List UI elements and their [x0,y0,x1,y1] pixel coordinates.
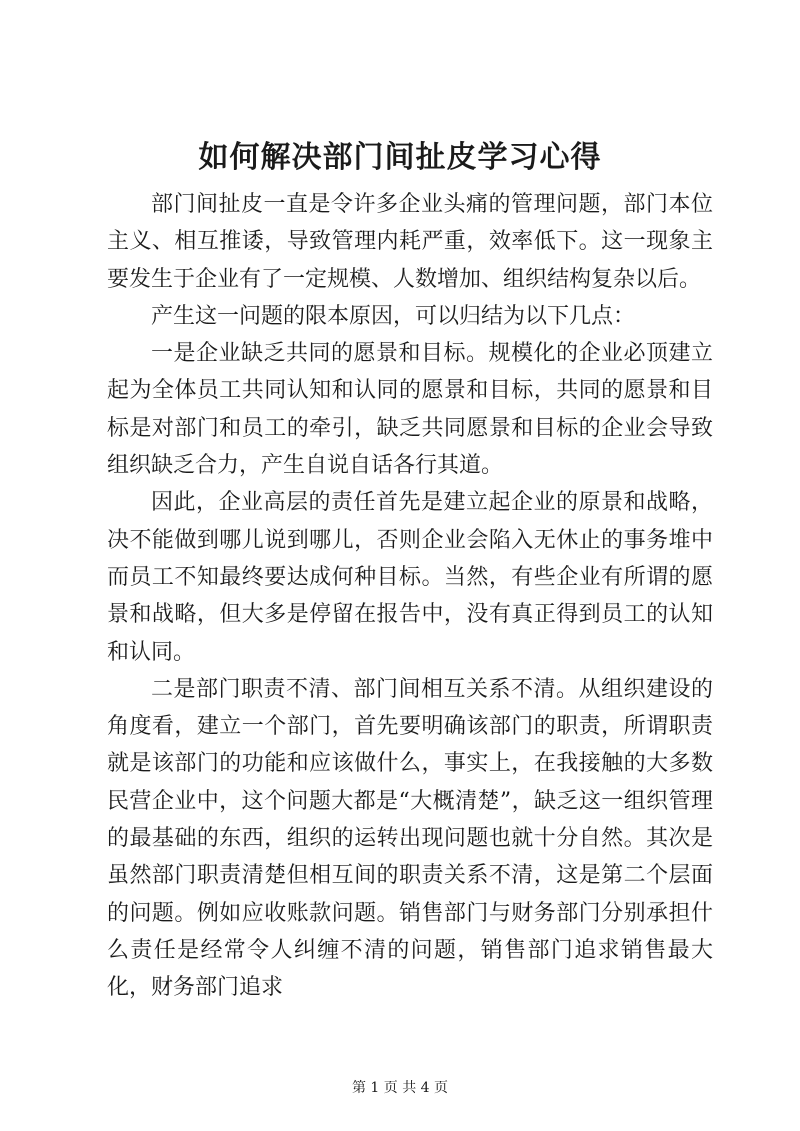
document-body [107,186,713,1007]
paragraph: 二是部门职责不清、部门间相互关系不清。从组织建设的角度看，建立一个部门，首先要明确该部门的职责，所谓职责就是该部门的功能和应该做什么，事实上，在我接触的大多数民营企业中，这个问题大都是“大概清楚”，缺乏这一组织管理的最基础的东西，组织的运转出现问题也就十分自然。其次是虽然部门职责清楚但相互间的职责关系不清，这是第二个层面的问题。例如应收账款问题。销售部门与财务部门分别承担什么责任是经常令人纠缠不清的问题，销售部门追求销售最大化，财务部门追求 [107,676,713,1001]
page-footer: 第 1 页 共 4 页 [351,1080,449,1096]
paragraph: 部门间扯皮一直是令许多企业头痛的管理问题，部门本位主义、相互推诿，导致管理内耗严重，效率低下。这一现象主要发生于企业有了一定规模、人数增加、组织结构复杂以后。 [107,192,713,292]
paragraph: 产生这一问题的限本原因，可以归结为以下几点： [151,303,636,329]
paragraph: 一是企业缺乏共同的愿景和目标。规模化的企业必顶建立起为全体员工共同认知和认同的愿景和目标，共同的愿景和目标是对部门和员工的牵引，缺乏共同愿景和目标的企业会导致组织缺乏合力，产生自说自话各行其道。 [107,341,713,479]
document-title: 如何解决部门间扯皮学习心得 [198,140,602,175]
paragraph: 因此，企业高层的责任首先是建立起企业的原景和战略，决不能做到哪儿说到哪儿，否则企业会陷入无休止的事务堆中而员工不知最终要达成何种目标。当然，有些企业有所谓的愿景和战略，但大多是停留在报告中，没有真正得到员工的认知和认同。 [107,490,713,665]
